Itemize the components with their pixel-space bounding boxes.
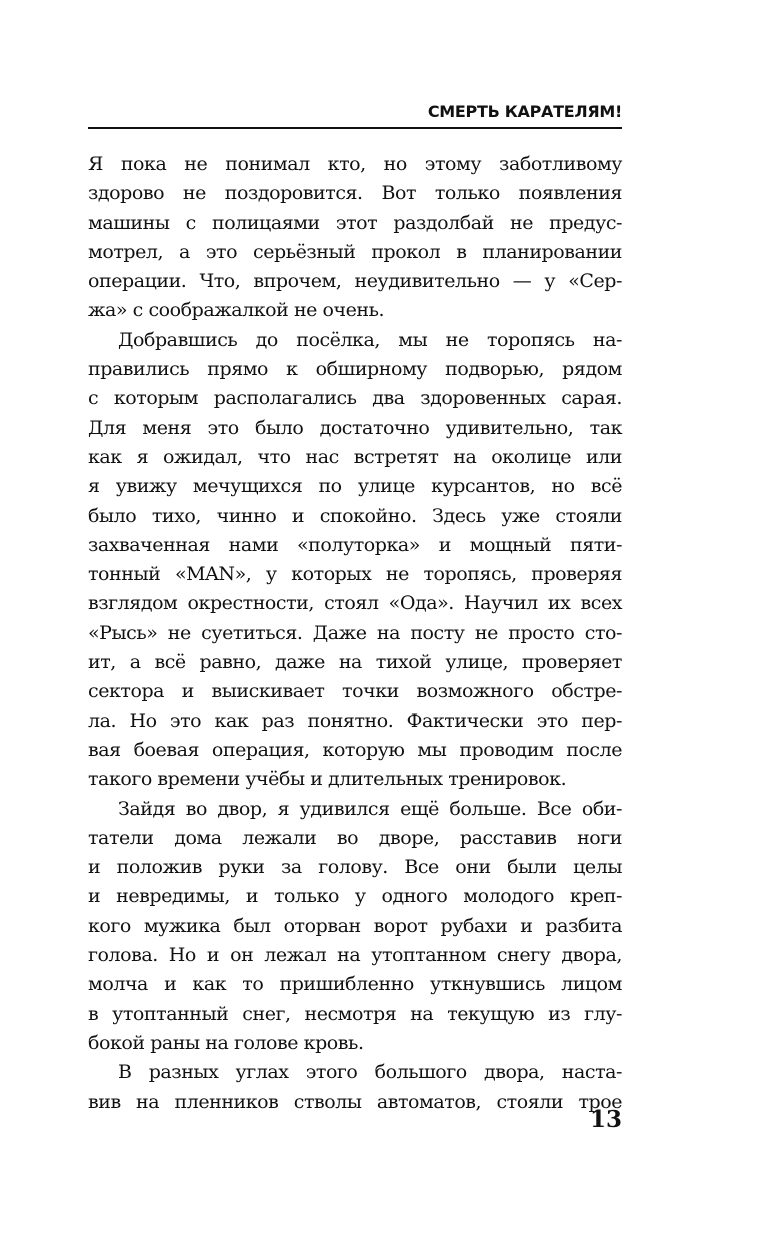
text-line: «Рысь» не суетиться. Даже на посту не просто сто- (88, 621, 622, 644)
text-line: я увижу мечущихся по улице курсантов, но всё (88, 475, 622, 498)
text-line: молча и как то пришибленно уткнувшись лицом (88, 973, 622, 996)
text-line: такого времени учёбы и длительных тренировок. (88, 768, 567, 791)
text-line: сектора и выискивает точки возможного обстре- (88, 680, 622, 703)
text-line: Для меня это было достаточно удивительно, так (88, 416, 622, 439)
text-line: вая боевая операция, которую мы проводим после (88, 738, 622, 761)
text-line: татели дома лежали во дворе, расставив ноги (88, 826, 622, 849)
text-line: было тихо, чинно и спокойно. Здесь уже стояли (88, 504, 622, 527)
text-line: и положив руки за голову. Все они были целы (88, 856, 622, 879)
text-line: как я ожидал, что нас встретят на околице или (88, 445, 622, 468)
text-line: захваченная нами «полуторка» и мощный пяти- (88, 533, 622, 556)
text-line: мотрел, а это серьёзный прокол в планировании (88, 240, 622, 263)
text-line: в утоптанный снег, несмотря на текущую из глу- (88, 1002, 622, 1025)
text-line: машины с полицаями этот раздолбай не предус- (88, 211, 622, 234)
text-line: взглядом окрестности, стоял «Ода». Научил их всех (88, 592, 622, 615)
page-number: 13 (589, 1106, 622, 1133)
header-rule (88, 127, 622, 129)
text-line: с которым располагались два здоровенных сарая. (88, 387, 622, 410)
text-line: В разных углах этого большого двора, наста- (118, 1061, 622, 1084)
text-line: голова. Но и он лежал на утоптанном снегу двора, (88, 944, 622, 967)
text-line: вив на пленников стволы автоматов, стояли трое (88, 1090, 622, 1113)
text-line: правились прямо к обширному подворью, рядом (88, 358, 622, 381)
text-line: Зайдя во двор, я удивился ещё больше. Все оби- (118, 797, 622, 820)
text-line: жа» с соображалкой не очень. (88, 299, 385, 322)
body-text (88, 150, 622, 1117)
text-line: ла. Но это как раз понятно. Фактически это пер- (88, 709, 622, 732)
text-line: операции. Что, впрочем, неудивительно — у «Сер- (88, 270, 622, 293)
text-line: и невредимы, и только у одного молодого креп- (88, 885, 622, 908)
running-title: СМЕРТЬ КАРАТЕЛЯМ! (427, 102, 622, 121)
text-line: бокой раны на голове кровь. (88, 1031, 364, 1054)
text-line: здорово не поздоровится. Вот только появления (88, 182, 622, 205)
text-line: ит, а всё равно, даже на тихой улице, проверяет (88, 651, 622, 674)
text-line: тонный «MAN», у которых не торопясь, проверяя (88, 563, 622, 586)
text-line: Добравшись до посёлка, мы не торопясь на- (118, 328, 622, 351)
text-line: Я пока не понимал кто, но этому заботливому (88, 153, 622, 175)
text-line: кого мужика был оторван ворот рубахи и разбита (88, 914, 622, 937)
